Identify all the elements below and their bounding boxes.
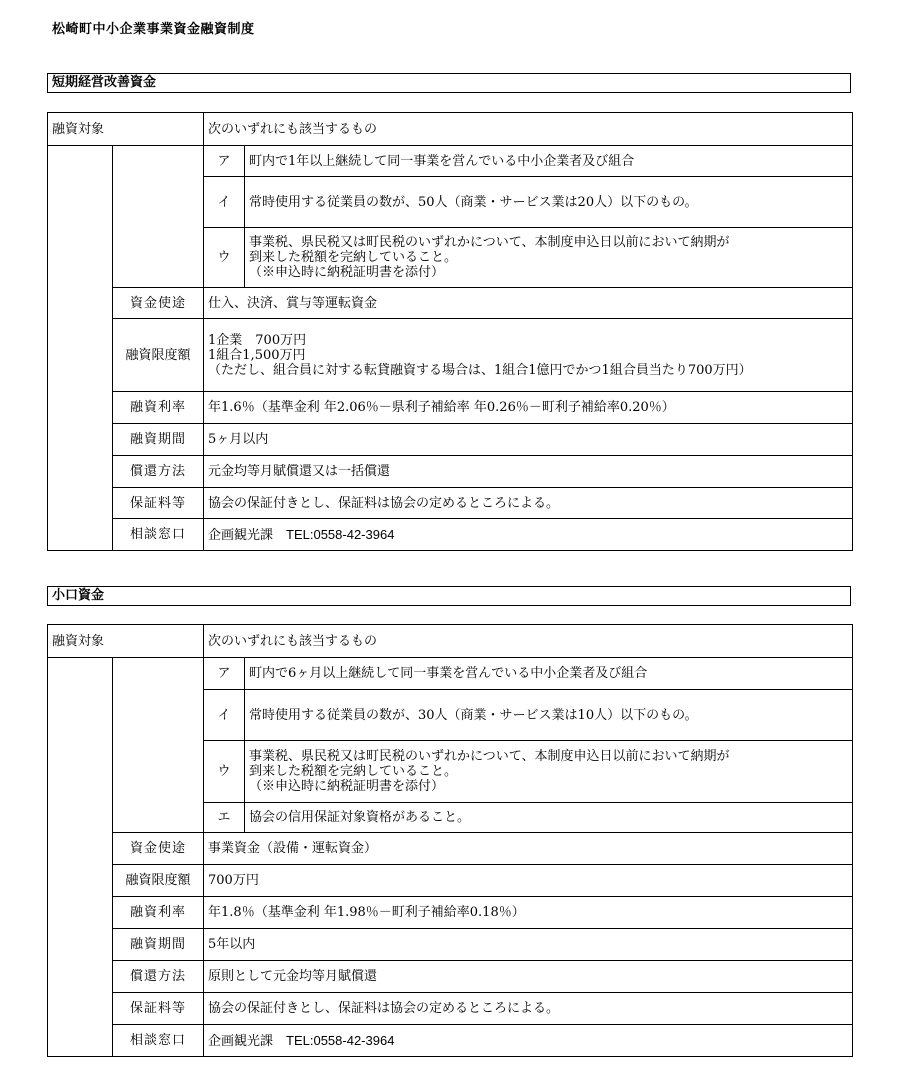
condition-mark: エ bbox=[204, 803, 245, 833]
condition-text bbox=[245, 177, 853, 228]
row-line: 仕入、決済、賞与等運転資金 bbox=[208, 295, 378, 311]
row-line: 700万円 bbox=[208, 873, 259, 888]
row-value-usage bbox=[204, 288, 853, 319]
row-line: 元金均等月賦償還又は一括償還 bbox=[208, 464, 391, 479]
row-line: 事業資金（設備・運転資金） bbox=[208, 841, 378, 856]
row-label-limit: 融資限度額 bbox=[113, 319, 204, 392]
row-value-limit bbox=[204, 865, 853, 897]
condition-mark: イ bbox=[204, 690, 245, 741]
row-line: 企画観光課 TEL:0558-42-3964 bbox=[208, 1033, 395, 1048]
row-label-rate: 融資利率 bbox=[113, 897, 204, 929]
row-line: 年1.6％（基準金利 年2.06％－県利子補給率 年0.26％－町利子補給率0.20％） bbox=[208, 400, 675, 415]
row-label-contact: 相談窓口 bbox=[113, 1025, 204, 1057]
condition-line: 町内で6ヶ月以上継続して同一事業を営んでいる中小企業者及び組合 bbox=[249, 666, 648, 681]
condition-line: 協会の信用保証対象資格があること。 bbox=[249, 810, 471, 825]
loan-table-small-loan bbox=[47, 624, 853, 1057]
row-value-period bbox=[204, 929, 853, 961]
row-label-period: 融資期間 bbox=[113, 929, 204, 961]
row-value-limit bbox=[204, 319, 853, 392]
condition-line: 町内で1年以上継続して同一事業を営んでいる中小企業者及び組合 bbox=[249, 153, 635, 169]
row-label-repayment: 償還方法 bbox=[113, 961, 204, 993]
loan-table-short-term bbox=[47, 112, 853, 551]
condition-line: 到来した税額を完納していること。 bbox=[249, 764, 458, 779]
target-label: 融資対象 bbox=[48, 625, 204, 658]
condition-mark: ア bbox=[204, 658, 245, 690]
page-title: 松崎町中小企業事業資金融資制度 bbox=[52, 22, 255, 37]
row-label-limit: 融資限度額 bbox=[113, 865, 204, 897]
row-value-rate bbox=[204, 392, 853, 424]
blank-cell bbox=[113, 146, 204, 288]
row-value-guarantee bbox=[204, 488, 853, 519]
row-value-repayment bbox=[204, 961, 853, 993]
condition-line: 到来した税額を完納していること。 bbox=[249, 250, 458, 265]
condition-mark: ア bbox=[204, 146, 245, 177]
target-intro: 次のいずれにも該当するもの bbox=[204, 625, 853, 658]
blank-cell bbox=[48, 146, 113, 551]
row-value-repayment bbox=[204, 456, 853, 488]
condition-text bbox=[245, 803, 853, 833]
row-value-contact bbox=[204, 1025, 853, 1057]
row-label-guarantee: 保証料等 bbox=[113, 993, 204, 1025]
row-line: 5年以内 bbox=[208, 937, 256, 952]
section-title-short-term: 短期経営改善資金 bbox=[47, 73, 851, 93]
condition-text bbox=[245, 690, 853, 741]
row-label-period: 融資期間 bbox=[113, 424, 204, 456]
condition-mark: イ bbox=[204, 177, 245, 228]
condition-line: 常時使用する従業員の数が、50人（商業・サービス業は20人）以下のもの。 bbox=[249, 194, 698, 210]
row-value-guarantee bbox=[204, 993, 853, 1025]
target-label: 融資対象 bbox=[48, 113, 204, 146]
row-value-rate bbox=[204, 897, 853, 929]
row-line: 5ヶ月以内 bbox=[208, 432, 269, 447]
section-title-small-loan: 小口資金 bbox=[47, 586, 851, 606]
condition-text bbox=[245, 146, 853, 177]
row-label-guarantee: 保証料等 bbox=[113, 488, 204, 519]
row-line: 協会の保証付きとし、保証料は協会の定めるところによる。 bbox=[208, 495, 560, 511]
condition-mark: ウ bbox=[204, 741, 245, 803]
target-intro: 次のいずれにも該当するもの bbox=[204, 113, 853, 146]
row-line: 企画観光課 TEL:0558-42-3964 bbox=[208, 527, 395, 542]
row-label-usage: 資金使途 bbox=[113, 833, 204, 865]
row-line: 原則として元金均等月賦償還 bbox=[208, 969, 378, 984]
condition-text bbox=[245, 741, 853, 803]
condition-text bbox=[245, 228, 853, 288]
condition-line: 事業税、県民税又は町民税のいずれかについて、本制度申込日以前において納期が bbox=[249, 235, 730, 250]
condition-mark: ウ bbox=[204, 228, 245, 288]
condition-text bbox=[245, 658, 853, 690]
row-label-usage: 資金使途 bbox=[113, 288, 204, 319]
blank-cell bbox=[113, 658, 204, 833]
row-value-contact bbox=[204, 519, 853, 551]
condition-line: （※申込時に納税証明書を添付） bbox=[249, 779, 445, 794]
condition-line: （※申込時に納税証明書を添付） bbox=[249, 265, 445, 280]
row-label-rate: 融資利率 bbox=[113, 392, 204, 424]
row-line: 年1.8％（基準金利 年1.98％－町利子補給率0.18％） bbox=[208, 905, 525, 920]
row-value-period bbox=[204, 424, 853, 456]
row-line: （ただし、組合員に対する転貸融資する場合は、1組合1億円でかつ1組合員当たり700万円） bbox=[208, 362, 752, 378]
row-line: 協会の保証付きとし、保証料は協会の定めるところによる。 bbox=[208, 1001, 560, 1016]
condition-line: 事業税、県民税又は町民税のいずれかについて、本制度申込日以前において納期が bbox=[249, 749, 730, 764]
row-line: 1企業 700万円 bbox=[208, 332, 307, 348]
condition-line: 常時使用する従業員の数が、30人（商業・サービス業は10人）以下のもの。 bbox=[249, 707, 698, 723]
row-label-repayment: 償還方法 bbox=[113, 456, 204, 488]
row-line: 1組合1,500万円 bbox=[208, 347, 306, 363]
row-value-usage bbox=[204, 833, 853, 865]
blank-cell bbox=[48, 658, 113, 1057]
row-label-contact: 相談窓口 bbox=[113, 519, 204, 551]
